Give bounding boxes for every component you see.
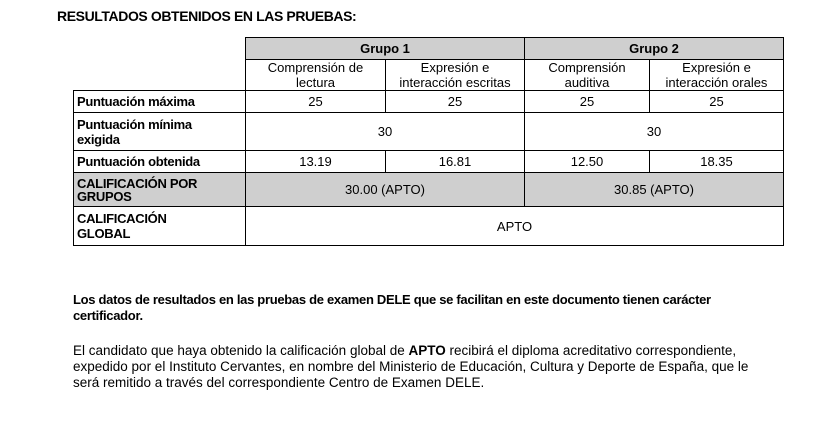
obtained-score-cell: 18.35	[650, 151, 784, 173]
group-grade-1: 30.00 (APTO)	[246, 173, 525, 207]
max-score-cell: 25	[386, 91, 525, 113]
max-score-cell: 25	[246, 91, 386, 113]
global-grade-row	[74, 207, 784, 246]
group-header-row	[74, 38, 784, 60]
subheader-listening: Comprensión auditiva	[525, 60, 650, 91]
obtained-score-cell: 12.50	[525, 151, 650, 173]
min-score-row	[74, 113, 784, 151]
results-table	[73, 37, 784, 246]
obtained-score-label: Puntuación obtenida	[74, 151, 246, 173]
blank-cell	[74, 60, 246, 91]
group-grade-row	[74, 173, 784, 207]
max-score-label: Puntuación máxima	[74, 91, 246, 113]
group-1-header: Grupo 1	[246, 38, 525, 60]
min-score-label: Puntuación mínima exigida	[74, 113, 246, 151]
subheader-speaking: Expresión e interacción orales	[650, 60, 784, 91]
group-grade-label: CALIFICACIÓN POR GRUPOS	[74, 173, 246, 207]
results-heading: RESULTADOS OBTENIDOS EN LAS PRUEBAS:	[57, 8, 357, 24]
subheader-row	[74, 60, 784, 91]
certifier-note: Los datos de resultados en las pruebas de examen DELE que se facilitan en este documento tienen carácter certificador.	[73, 292, 711, 323]
max-score-cell: 25	[525, 91, 650, 113]
global-grade-label: CALIFICACIÓN GLOBAL	[74, 207, 246, 246]
min-score-group-1: 30	[246, 113, 525, 151]
obtained-score-cell: 16.81	[386, 151, 525, 173]
diploma-note: El candidato que haya obtenido la calificación global de APTO recibirá el diploma acreditativo correspondiente, expedido por el Instituto Cervantes, en nombre del Ministerio de Educación, Cultura y Deporte de España, que le será remitido a través del correspondiente Centro de Examen DELE.	[73, 343, 749, 390]
min-score-group-2: 30	[525, 113, 784, 151]
apto-emphasis: APTO	[408, 343, 446, 358]
blank-cell	[74, 38, 246, 60]
group-grade-2: 30.85 (APTO)	[525, 173, 784, 207]
obtained-score-cell: 13.19	[246, 151, 386, 173]
max-score-row	[74, 91, 784, 113]
subheader-reading: Comprensión de lectura	[246, 60, 386, 91]
subheader-writing: Expresión e interacción escritas	[386, 60, 525, 91]
group-2-header: Grupo 2	[525, 38, 784, 60]
obtained-score-row	[74, 151, 784, 173]
global-grade-value: APTO	[246, 207, 784, 246]
max-score-cell: 25	[650, 91, 784, 113]
